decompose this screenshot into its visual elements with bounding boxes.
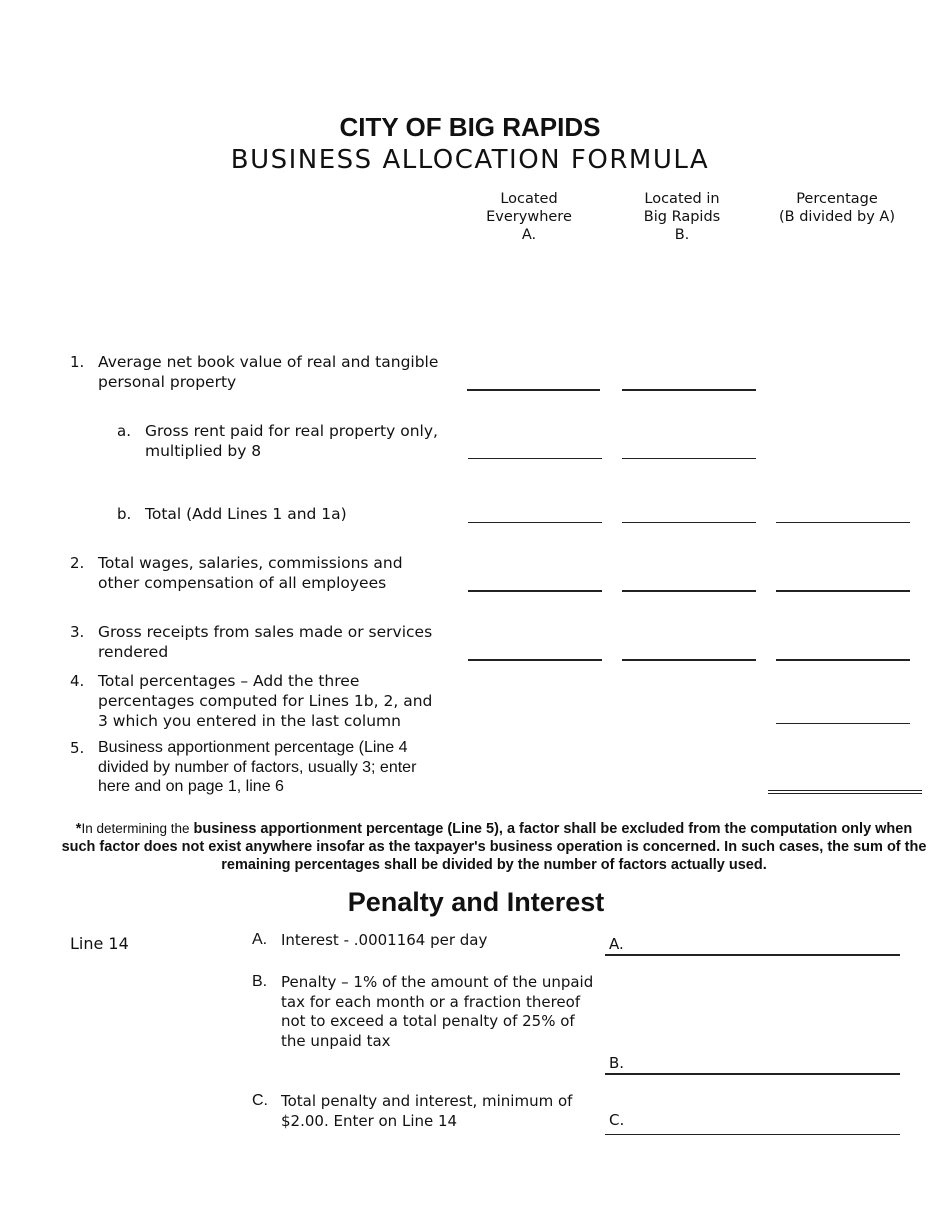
field-a-label: A. xyxy=(609,935,624,953)
column-header-percentage: Percentage (B divided by A) xyxy=(779,191,895,225)
line-1b-label: Total (Add Lines 1 and 1a) xyxy=(145,505,347,523)
line-3-number: 3. xyxy=(70,623,85,641)
line-1a-letter: a. xyxy=(117,422,131,440)
line-1b-letter: b. xyxy=(117,505,132,523)
line-4-percentage-field[interactable] xyxy=(776,723,910,724)
footnote-text: business apportionment percentage (Line 5), a factor shall be excluded from the computation only when such factor does not exist anywhere insofar as the taxpayer's business operation is concerned. In such cases, the sum of the remaining percentages shall be divided by the number of factors actually used. xyxy=(61,821,927,873)
penalty-item-c-letter: C. xyxy=(252,1092,268,1109)
line-1a-label: Gross rent paid for real property only, multiplied by 8 xyxy=(145,422,438,460)
line-2-number: 2. xyxy=(70,554,85,572)
penalty-item-c-text: Total penalty and interest, minimum of $2.00. Enter on Line 14 xyxy=(281,1092,573,1130)
line-1-number: 1. xyxy=(70,353,85,371)
line-1b-percentage-field[interactable] xyxy=(776,522,910,523)
penalty-item-a-letter: A. xyxy=(252,931,268,948)
column-header-located-everywhere: Located Everywhere A. xyxy=(486,191,572,243)
total-penalty-interest-field[interactable] xyxy=(605,1134,900,1135)
interest-amount-field[interactable] xyxy=(605,954,900,956)
line-5-label: Business apportionment percentage (Line 4 divided by number of factors, usually 3; enter here and on page 1, line 6 xyxy=(98,739,417,795)
line-2-everywhere-field[interactable] xyxy=(468,590,602,592)
form-subtitle: BUSINESS ALLOCATION FORMULA xyxy=(230,145,710,175)
line-5-percentage-field[interactable] xyxy=(768,790,922,794)
line-1-big-rapids-field[interactable] xyxy=(622,389,756,391)
column-header-located-in-big-rapids: Located in Big Rapids B. xyxy=(643,191,721,243)
line-3-percentage-field[interactable] xyxy=(776,659,910,661)
line-1a-big-rapids-field[interactable] xyxy=(622,458,756,459)
penalty-interest-title: Penalty and Interest xyxy=(347,887,605,917)
penalty-amount-field[interactable] xyxy=(605,1073,900,1075)
field-c-label: C. xyxy=(609,1111,625,1129)
penalty-item-a-text: Interest - .0001164 per day xyxy=(281,931,488,949)
form-title: CITY OF BIG RAPIDS xyxy=(339,112,601,142)
line-1b-big-rapids-field[interactable] xyxy=(622,522,756,523)
line-2-big-rapids-field[interactable] xyxy=(622,590,756,592)
line-5-number: 5. xyxy=(70,739,85,757)
line-3-big-rapids-field[interactable] xyxy=(622,659,756,661)
line-4-number: 4. xyxy=(70,672,85,690)
penalty-item-b-text: Penalty – 1% of the amount of the unpaid tax for each month or a fraction thereof not to exceed a total penalty of 25% of the unpaid tax xyxy=(281,973,594,1050)
line-1-everywhere-field[interactable] xyxy=(467,389,600,391)
footnote xyxy=(60,820,928,874)
footnote-lead: In determining the xyxy=(81,821,190,836)
line-4-label: Total percentages – Add the three percentages computed for Lines 1b, 2, and 3 which you entered in the last column xyxy=(98,672,433,730)
field-b-label: B. xyxy=(609,1054,625,1072)
footnote-star: * xyxy=(75,821,82,837)
line-1b-everywhere-field[interactable] xyxy=(468,522,602,523)
line-2-label: Total wages, salaries, commissions and other compensation of all employees xyxy=(98,554,403,592)
penalty-item-b-letter: B. xyxy=(252,973,268,990)
line-1a-everywhere-field[interactable] xyxy=(468,458,602,459)
line-3-label: Gross receipts from sales made or services rendered xyxy=(98,623,433,661)
line-3-everywhere-field[interactable] xyxy=(468,659,602,661)
line-1-label: Average net book value of real and tangible personal property xyxy=(98,353,439,391)
line-14-label: Line 14 xyxy=(70,934,129,953)
line-2-percentage-field[interactable] xyxy=(776,590,910,592)
